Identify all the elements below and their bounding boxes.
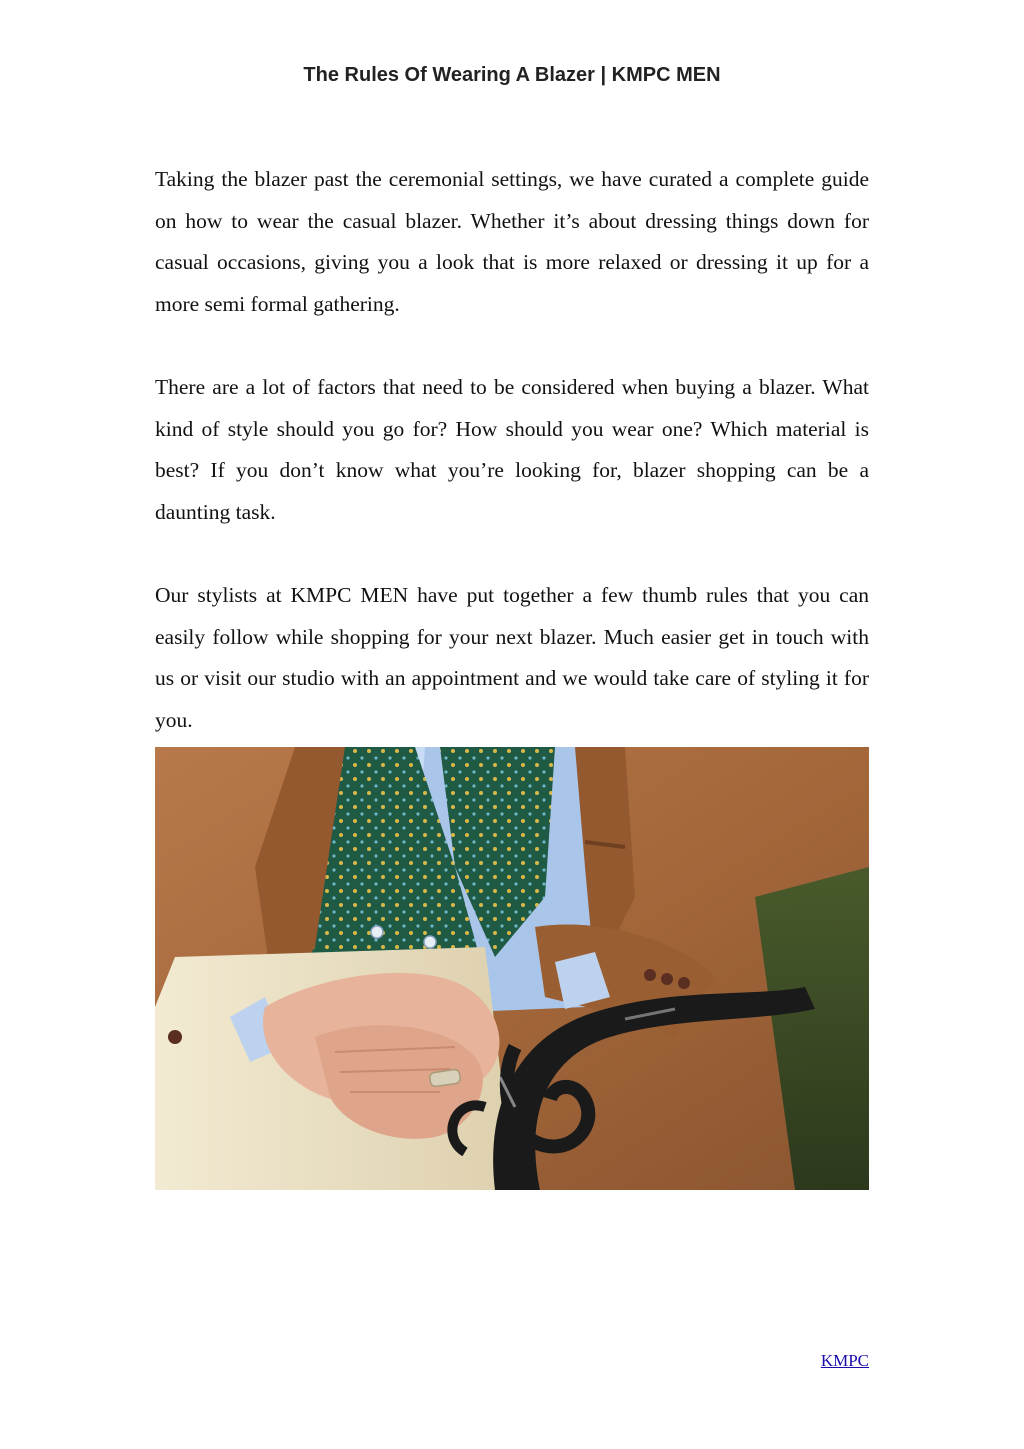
blazer-photo [155, 747, 869, 1190]
page-title: The Rules Of Wearing A Blazer | KMPC MEN [303, 64, 721, 86]
paragraph: Our stylists at KMPC MEN have put together a few thumb rules that you can easily follow while shopping for your next blazer. Much easier get in touch with us or visit our studio with an appointment and we would take care of styling it for you. [155, 583, 869, 732]
footer-kmpc-link[interactable]: KMPC [820, 1351, 869, 1370]
paragraph: There are a lot of factors that need to be considered when buying a blazer. What kind of style should you go for? How should you wear one? Which material is best? If you don’t know what you’re looking for, blazer shopping can be a daunting task. [155, 375, 869, 524]
paragraph: Taking the blazer past the ceremonial settings, we have curated a complete guide on how to wear the casual blazer. Whether it’s about dressing things down for casual occasions, giving you a look that is more relaxed or dressing it up for a more semi formal gathering. [155, 167, 869, 316]
